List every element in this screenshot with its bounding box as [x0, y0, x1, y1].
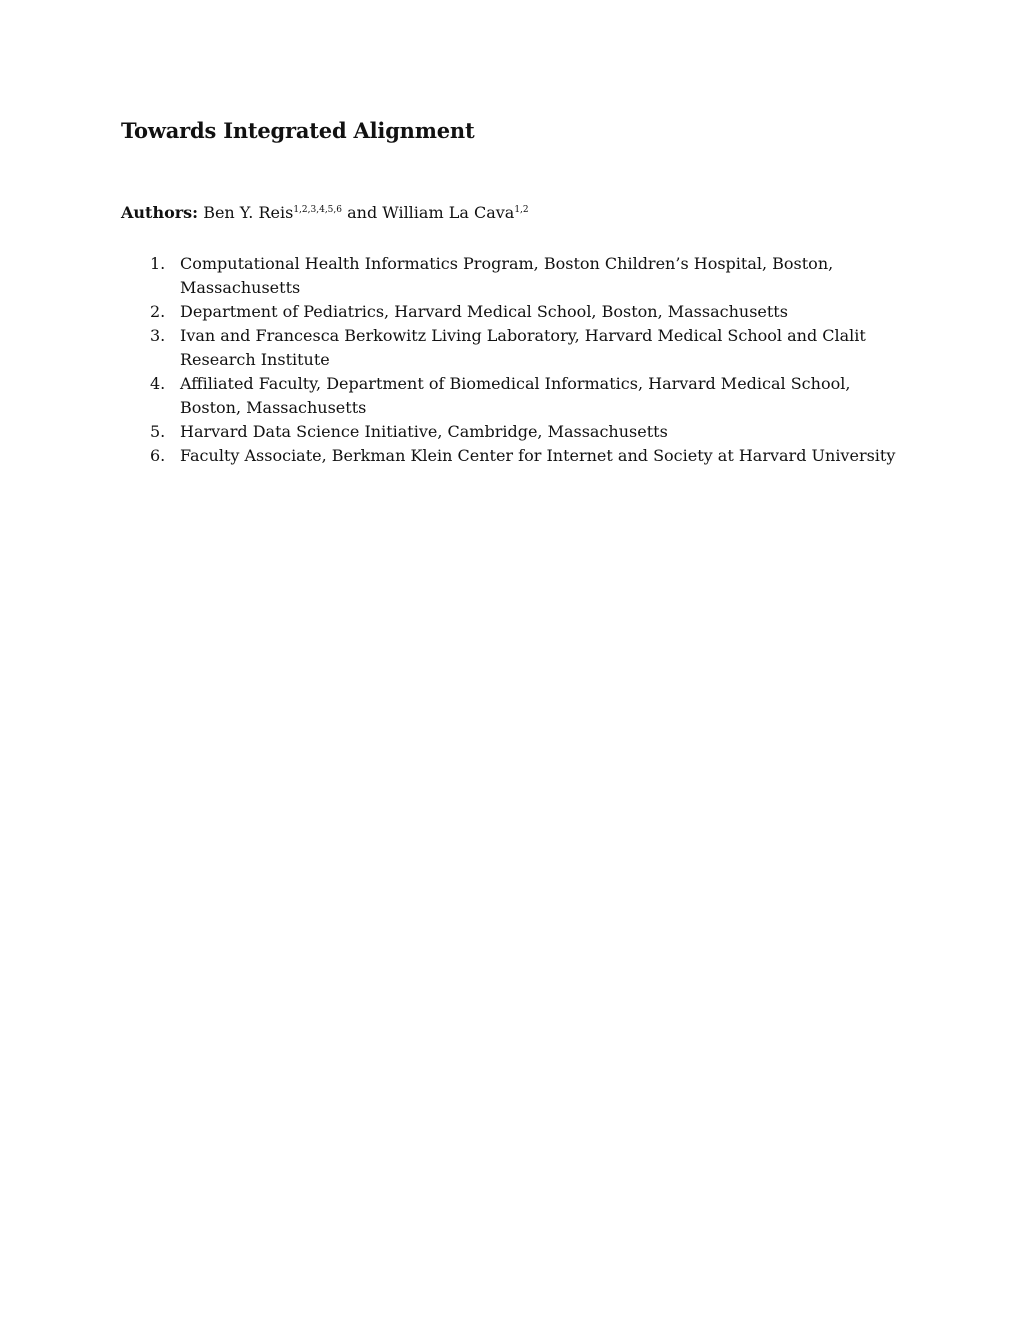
affiliation-text: Affiliated Faculty, Department of Biomedical Informatics, Harvard Medical School, Boston, Massachusetts	[180, 374, 851, 417]
affiliation-number: 1.	[150, 254, 166, 273]
affiliation-text: Faculty Associate, Berkman Klein Center for Internet and Society at Harvard University	[180, 446, 896, 465]
affiliation-text: Computational Health Informatics Program, Boston Children’s Hospital, Boston, Massachusetts	[180, 254, 834, 297]
affiliation-item	[121, 324, 911, 372]
affiliation-list	[121, 252, 911, 468]
affiliation-number: 6.	[150, 446, 166, 465]
paper-title: Towards Integrated Alignment	[121, 118, 475, 143]
author-line	[121, 203, 529, 222]
affiliation-text: Harvard Data Science Initiative, Cambridge, Massachusetts	[180, 422, 668, 441]
affiliation-number: 3.	[150, 326, 166, 345]
affiliation-number: 4.	[150, 374, 166, 393]
affiliation-number: 2.	[150, 302, 166, 321]
author-affiliation-marks: 1,2	[514, 205, 529, 215]
author-name: Ben Y. Reis	[203, 203, 294, 222]
affiliation-number: 5.	[150, 422, 166, 441]
affiliation-text: Ivan and Francesca Berkowitz Living Laboratory, Harvard Medical School and Clalit Research Institute	[180, 326, 866, 369]
affiliation-item	[121, 300, 911, 324]
author-affiliation-marks: 1,2,3,4,5,6	[293, 205, 342, 215]
affiliation-text: Department of Pediatrics, Harvard Medical School, Boston, Massachusetts	[180, 302, 788, 321]
affiliation-item	[121, 420, 911, 444]
affiliation-item	[121, 444, 911, 468]
affiliation-item	[121, 372, 911, 420]
author-conjunction: and	[347, 203, 378, 222]
author-name: William La Cava	[382, 203, 515, 222]
authors-label: Authors:	[121, 203, 199, 222]
affiliation-item	[121, 252, 911, 300]
